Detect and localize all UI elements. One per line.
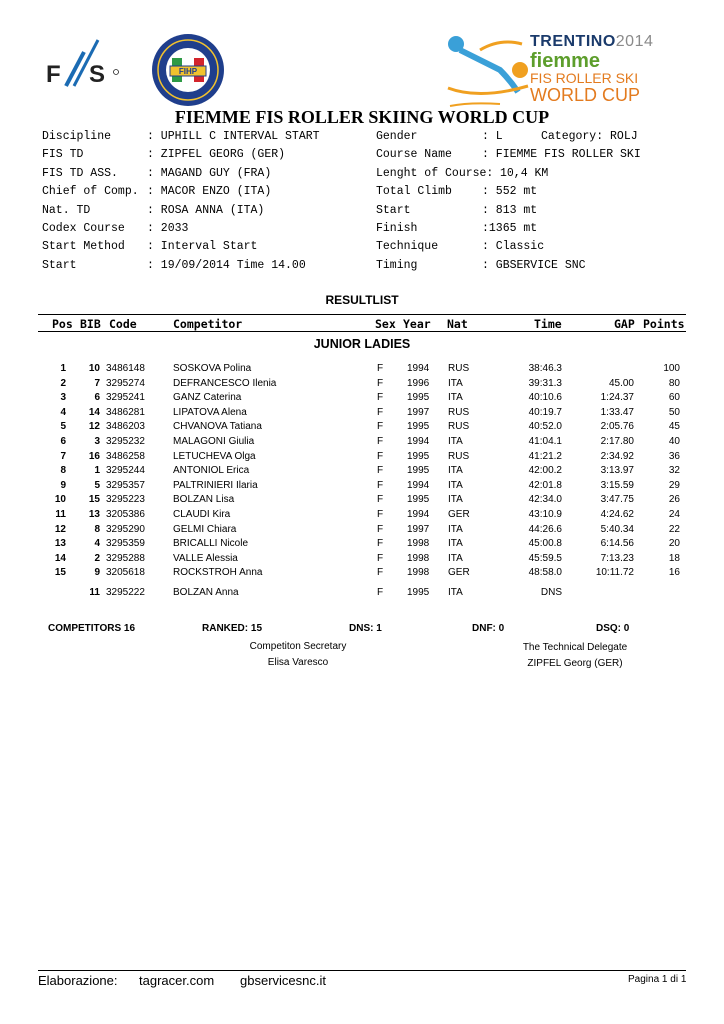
row-year: 1998 <box>407 567 430 579</box>
info-value: 10,4 KM <box>500 166 549 180</box>
header-bottom-line <box>38 331 686 332</box>
row-points: 60 <box>668 392 680 404</box>
row-year: 1995 <box>407 465 430 477</box>
row-code: 3486258 <box>106 450 145 462</box>
row-gap: 3:13.97 <box>600 465 634 477</box>
summary-ranked: RANKED: 15 <box>202 623 263 634</box>
row-nat: GER <box>448 509 470 520</box>
results-title: RESULTLIST <box>325 293 399 307</box>
row-bib: 16 <box>88 450 100 462</box>
row-time: DNS <box>540 587 562 598</box>
table-row <box>0 378 724 392</box>
row-competitor: DEFRANCESCO Ilenia <box>173 377 277 389</box>
row-year: 1998 <box>407 538 430 550</box>
row-competitor: BRICALLI Nicole <box>173 538 249 550</box>
row-nat: RUS <box>448 406 470 418</box>
page-title: FIEMME FIS ROLLER SKIING WORLD CUP <box>174 107 550 127</box>
row-bib: 6 <box>94 392 100 404</box>
row-year: 1995 <box>407 392 430 404</box>
row-bib: 7 <box>94 377 100 389</box>
table-row <box>0 363 724 377</box>
info-label: Chief of Comp. <box>42 185 139 199</box>
row-sex: F <box>377 494 384 506</box>
info-label: Discipline <box>42 130 112 143</box>
row-bib: 1 <box>94 465 100 477</box>
col-year: Year <box>403 317 431 331</box>
row-pos: 4 <box>60 406 66 418</box>
row-gap: 6:14.56 <box>600 538 634 550</box>
row-pos: 1 <box>60 363 66 374</box>
row-sex: F <box>377 552 384 564</box>
delegate-name: ZIPFEL Georg (GER) <box>527 658 623 669</box>
col-sex: Sex <box>375 317 396 331</box>
row-code: 3295357 <box>106 479 145 491</box>
row-gap: 3:15.59 <box>600 479 634 491</box>
row-gap: 2:05.76 <box>600 421 634 433</box>
category: Category: ROLJ <box>541 130 638 143</box>
row-competitor: VALLE Alessia <box>173 552 238 564</box>
table-row <box>0 553 724 567</box>
row-code: 3295232 <box>106 436 145 447</box>
row-sex: F <box>377 421 384 433</box>
row-gap: 4:24.62 <box>600 509 634 520</box>
row-sex: F <box>377 450 384 462</box>
row-year: 1995 <box>407 450 430 462</box>
row-points: 24 <box>668 509 680 520</box>
row-nat: ITA <box>448 494 463 506</box>
footer-line <box>38 970 686 971</box>
svg-text:S: S <box>89 61 106 88</box>
table-row <box>0 421 724 435</box>
row-pos: 10 <box>54 494 66 506</box>
row-year: 1995 <box>407 494 430 506</box>
row-bib: 13 <box>88 509 100 520</box>
footer-site-gbservice: gbservicesnc.it <box>240 973 326 988</box>
row-code: 3486203 <box>106 421 145 433</box>
info-value: :1365 mt <box>482 222 538 235</box>
row-time: 40:19.7 <box>528 406 562 418</box>
footer-label: Elaborazione: <box>38 973 118 988</box>
row-points: 100 <box>663 363 680 374</box>
info-value: : 813 mt <box>482 203 538 217</box>
row-year: 1997 <box>407 523 430 535</box>
row-bib: 2 <box>94 552 100 564</box>
table-row <box>0 567 724 581</box>
row-points: 16 <box>668 567 680 579</box>
row-bib: 14 <box>88 406 100 418</box>
row-sex: F <box>377 436 384 447</box>
row-gap: 3:47.75 <box>600 494 634 506</box>
row-year: 1994 <box>407 436 430 447</box>
row-points: 80 <box>668 377 680 389</box>
row-nat: ITA <box>448 552 463 564</box>
row-code: 3295290 <box>106 523 145 535</box>
info-label: Start Method <box>42 240 125 254</box>
row-bib: 4 <box>94 538 100 550</box>
row-time: 45:59.5 <box>528 552 562 564</box>
row-points: 32 <box>668 465 680 477</box>
row-competitor: LIPATOVA Alena <box>173 406 247 418</box>
row-year: 1994 <box>407 509 430 520</box>
summary-dsq: DSQ: 0 <box>596 623 630 634</box>
info-label: FIS TD ASS. <box>42 166 118 180</box>
info-value: : L <box>482 130 503 143</box>
row-nat: RUS <box>448 450 470 462</box>
row-pos: 8 <box>60 465 66 477</box>
row-points: 45 <box>668 421 680 433</box>
row-pos: 2 <box>60 377 66 389</box>
table-row <box>0 480 724 494</box>
row-pos: 5 <box>60 421 66 433</box>
row-sex: F <box>377 377 384 389</box>
row-gap: 45.00 <box>608 377 634 389</box>
row-pos: 3 <box>60 392 66 404</box>
row-nat: RUS <box>448 421 470 433</box>
row-year: 1997 <box>407 406 430 418</box>
row-sex: F <box>377 392 384 404</box>
row-gap: 2:34.92 <box>600 450 634 462</box>
row-code: 3486148 <box>106 363 145 374</box>
col-bib: BIB <box>80 317 101 331</box>
row-time: 42:01.8 <box>528 479 562 491</box>
row-competitor: LETUCHEVA Olga <box>173 450 256 462</box>
row-competitor: ROCKSTROH Anna <box>173 567 263 579</box>
row-pos: 7 <box>60 450 66 462</box>
row-time: 44:26.6 <box>528 523 562 535</box>
row-competitor: MALAGONI Giulia <box>173 436 255 447</box>
row-gap: 7:13.23 <box>600 552 634 564</box>
summary-dns: DNS: 1 <box>349 623 382 634</box>
row-points: 22 <box>668 523 680 535</box>
info-value: : ZIPFEL GEORG (GER) <box>147 148 286 162</box>
info-value: : 19/09/2014 Time 14.00 <box>147 258 306 272</box>
row-nat: GER <box>448 567 470 579</box>
col-time: Time <box>534 317 562 331</box>
row-code: 3205386 <box>106 509 145 520</box>
row-bib: 8 <box>94 523 100 535</box>
row-code: 3295244 <box>106 465 145 477</box>
summary-dnf: DNF: 0 <box>472 623 505 634</box>
row-bib: 3 <box>94 436 100 447</box>
row-time: 45:00.8 <box>528 538 562 550</box>
row-pos: 13 <box>54 538 66 550</box>
row-nat: ITA <box>448 465 463 477</box>
fiemme-text: fiemme <box>530 50 601 72</box>
row-year: 1996 <box>407 377 430 389</box>
secretary-title: Competiton Secretary <box>249 641 347 652</box>
row-nat: RUS <box>448 363 470 374</box>
row-time: 43:10.9 <box>528 509 562 520</box>
row-competitor: SOSKOVA Polina <box>173 363 252 374</box>
row-year: 1995 <box>407 587 430 598</box>
row-sex: F <box>377 567 384 579</box>
row-code: 3295288 <box>106 552 145 564</box>
row-nat: ITA <box>448 377 463 389</box>
row-year: 1994 <box>407 479 430 491</box>
row-gap: 2:17.80 <box>600 436 634 447</box>
row-sex: F <box>377 538 384 550</box>
svg-text:F: F <box>46 61 61 88</box>
info-label: Total Climb <box>376 185 452 199</box>
info-value: : MAGAND GUY (FRA) <box>147 166 272 180</box>
row-bib: 12 <box>88 421 100 433</box>
fis-logo <box>44 36 124 92</box>
row-competitor: GANZ Caterina <box>173 392 242 404</box>
info-label: Start <box>42 258 77 272</box>
row-competitor: BOLZAN Anna <box>173 587 239 598</box>
col-code: Code <box>109 317 137 331</box>
col-nat: Nat <box>447 317 468 331</box>
info-value: : GBSERVICE SNC <box>482 258 586 272</box>
info-value: : UPHILL C INTERVAL START <box>147 130 320 143</box>
row-pos: 6 <box>60 436 66 447</box>
info-label: FIS TD <box>42 148 84 162</box>
row-time: 39:31.3 <box>528 377 562 389</box>
table-row <box>0 392 724 406</box>
row-time: 40:10.6 <box>528 392 562 404</box>
row-gap: 1:24.37 <box>600 392 634 404</box>
row-points: 26 <box>668 494 680 506</box>
row-pos: 11 <box>55 509 66 520</box>
row-time: 42:34.0 <box>528 494 562 506</box>
info-label: Lenght of Course: <box>376 166 494 180</box>
row-nat: ITA <box>448 523 463 535</box>
row-points: 18 <box>668 552 680 564</box>
secretary-name: Elisa Varesco <box>267 657 329 668</box>
row-bib: 10 <box>88 363 100 374</box>
delegate-title: The Technical Delegate <box>522 642 628 653</box>
info-value: : Classic <box>482 240 545 254</box>
row-points: 36 <box>668 450 680 462</box>
info-label: Start <box>376 203 411 217</box>
row-sex: F <box>377 465 384 477</box>
row-year: 1994 <box>407 363 430 374</box>
group-title: JUNIOR LADIES <box>313 337 411 351</box>
info-label: Codex Course <box>42 222 125 235</box>
row-bib: 9 <box>94 567 100 579</box>
table-row <box>0 587 724 601</box>
row-sex: F <box>377 406 384 418</box>
svg-text:FIHP: FIHP <box>178 67 198 76</box>
info-value: : 552 mt <box>482 185 538 199</box>
row-time: 41:04.1 <box>528 436 562 447</box>
row-nat: ITA <box>448 436 463 447</box>
row-code: 3486281 <box>106 406 145 418</box>
row-points: 29 <box>668 479 680 491</box>
trentino-text: TRENTINO2014 <box>530 33 654 50</box>
info-value: : MACOR ENZO (ITA) <box>147 185 272 199</box>
table-row <box>0 524 724 538</box>
info-label: Course Name <box>376 148 452 162</box>
row-year: 1998 <box>407 552 430 564</box>
row-code: 3205618 <box>106 567 145 579</box>
row-pos: 14 <box>54 552 66 564</box>
world-cup-text: WORLD CUP <box>530 85 641 105</box>
row-code: 3295241 <box>106 392 145 404</box>
info-label: Gender <box>376 130 418 143</box>
row-code: 3295222 <box>106 587 145 598</box>
row-gap: 1:33.47 <box>600 406 634 418</box>
row-competitor: GELMI Chiara <box>173 523 237 535</box>
col-gap: GAP <box>614 317 635 331</box>
row-competitor: ANTONIOL Erica <box>173 465 250 477</box>
row-competitor: BOLZAN Lisa <box>173 494 235 506</box>
fihp-logo <box>150 32 226 108</box>
row-bib: 15 <box>88 494 100 506</box>
row-gap: 5:40.34 <box>600 523 634 535</box>
col-competitor: Competitor <box>173 317 243 331</box>
info-value: : ROSA ANNA (ITA) <box>147 203 265 217</box>
info-value: : FIEMME FIS ROLLER SKI <box>482 148 641 162</box>
info-label: Nat. TD <box>42 203 91 217</box>
info-label: Finish <box>376 222 418 235</box>
row-code: 3295359 <box>106 538 145 550</box>
row-time: 48:58.0 <box>528 567 562 579</box>
row-points: 40 <box>668 436 680 447</box>
table-row <box>0 451 724 465</box>
row-pos: 15 <box>54 567 66 579</box>
row-nat: ITA <box>448 538 463 550</box>
table-row <box>0 407 724 421</box>
row-sex: F <box>377 509 384 520</box>
page-number: Pagina 1 di 1 <box>628 974 687 985</box>
row-bib: 11 <box>89 587 100 598</box>
table-row <box>0 436 724 450</box>
info-label: Technique <box>376 240 439 254</box>
row-sex: F <box>377 479 384 491</box>
row-nat: ITA <box>448 479 463 491</box>
row-year: 1995 <box>407 421 430 433</box>
row-competitor: PALTRINIERI Ilaria <box>173 479 258 491</box>
row-time: 42:00.2 <box>528 465 562 477</box>
row-nat: ITA <box>448 587 463 598</box>
row-bib: 5 <box>94 479 100 491</box>
row-time: 41:21.2 <box>528 450 562 462</box>
col-points: Points <box>643 317 685 331</box>
row-code: 3295274 <box>106 377 145 389</box>
row-competitor: CHVANOVA Tatiana <box>173 421 262 433</box>
row-pos: 9 <box>60 479 66 491</box>
table-row <box>0 509 724 523</box>
header-top-line <box>38 314 686 315</box>
row-time: 38:46.3 <box>528 363 562 374</box>
footer-site-tagracer: tagracer.com <box>139 973 215 988</box>
fis-roller-ski-text: FIS ROLLER SKI <box>530 70 639 86</box>
row-code: 3295223 <box>106 494 145 506</box>
row-pos: 12 <box>54 523 66 535</box>
info-value: : 2033 <box>147 222 189 235</box>
row-time: 40:52.0 <box>528 421 562 433</box>
row-points: 50 <box>668 406 680 418</box>
row-gap: 10:11.72 <box>595 567 634 579</box>
info-value: : Interval Start <box>147 240 258 254</box>
row-points: 20 <box>668 538 680 550</box>
col-pos: Pos <box>52 317 73 331</box>
row-competitor: CLAUDI Kira <box>173 509 231 520</box>
table-row <box>0 494 724 508</box>
row-sex: F <box>377 363 384 374</box>
row-nat: ITA <box>448 392 463 404</box>
row-sex: F <box>377 587 384 598</box>
row-sex: F <box>377 523 384 535</box>
summary-competitors: COMPETITORS 16 <box>48 623 136 634</box>
table-row <box>0 465 724 479</box>
info-label: Timing <box>376 258 418 272</box>
table-row <box>0 538 724 552</box>
